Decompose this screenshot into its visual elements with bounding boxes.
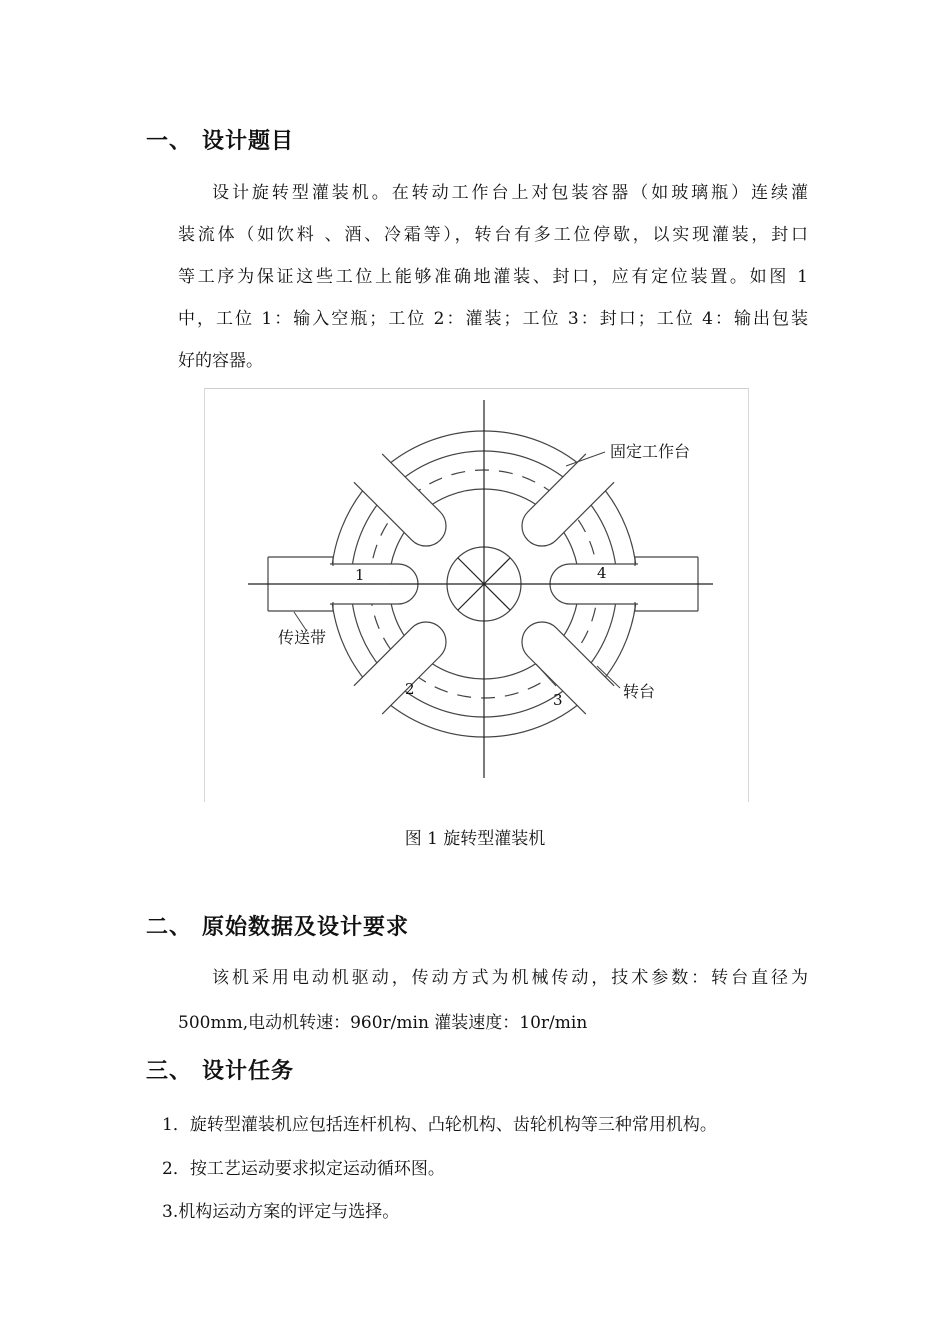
section-2-heading xyxy=(146,910,409,941)
section-3-number: 三、 xyxy=(146,1059,193,1084)
section-3-title: 设计任务 xyxy=(202,1059,295,1084)
body-line: 中，工位 1：输入空瓶；工位 2：灌装；工位 3：封口；工位 4：输出包装 xyxy=(178,309,808,329)
body-line: 好的容器。 xyxy=(178,351,263,371)
task-item: 1．旋转型灌装机应包括连杆机构、凸轮机构、齿轮机构等三种常用机构。 xyxy=(162,1115,717,1135)
task-item: 3.机构运动方案的评定与选择。 xyxy=(162,1202,400,1222)
section-2-number: 二、 xyxy=(146,915,193,940)
figure-caption: 图 1 旋转型灌装机 xyxy=(404,829,546,849)
section-3-heading xyxy=(146,1054,294,1085)
body-line: 设计旋转型灌装机。在转动工作台上对包装容器（如玻璃瓶）连续灌 xyxy=(212,183,808,203)
station-2-label: 2 xyxy=(405,680,415,698)
body-line: 装流体（如饮料 、酒、冷霜等），转台有多工位停歇，以实现灌装，封口 xyxy=(178,225,808,245)
body-line: 该机采用电动机驱动，传动方式为机械传动，技术参数：转台直径为 xyxy=(212,968,808,988)
station-3-label: 3 xyxy=(553,691,563,709)
label-conveyor: 传送带 xyxy=(278,628,327,647)
section-1-number: 一、 xyxy=(146,129,193,154)
body-line: 等工序为保证这些工位上能够准确地灌装、封口，应有定位装置。如图 1 xyxy=(178,267,808,287)
body-line: 500mm,电动机转速：960r/min 灌装速度：10r/min xyxy=(178,1013,588,1033)
label-turntable: 转台 xyxy=(623,682,656,701)
station-1-label: 1 xyxy=(355,566,365,584)
section-2-title: 原始数据及设计要求 xyxy=(202,915,410,940)
section-2-body xyxy=(178,957,808,1044)
station-4-label: 4 xyxy=(597,564,607,582)
task-item: 2．按工艺运动要求拟定运动循环图。 xyxy=(162,1159,445,1179)
label-fixed-table: 固定工作台 xyxy=(610,442,691,461)
section-1-title: 设计题目 xyxy=(202,129,295,154)
